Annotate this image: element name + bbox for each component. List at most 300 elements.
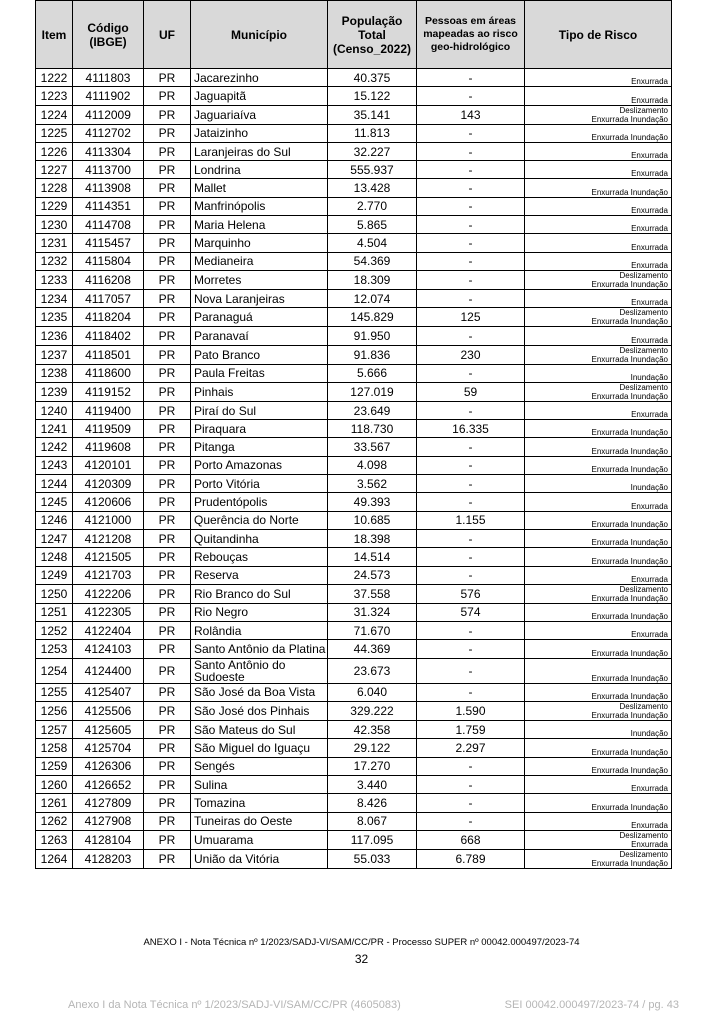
cell-tipo-risco: [525, 849, 672, 868]
header-tipo-risco: Tipo de Risco: [525, 1, 672, 69]
cell-tipo-risco: [525, 548, 672, 566]
cell-tipo-risco: [525, 105, 672, 124]
table-row: [36, 124, 672, 142]
cell-codigo: 4118501: [73, 345, 144, 364]
cell-pessoas: -: [417, 87, 525, 105]
cell-municipio: Tuneiras do Oeste: [191, 812, 328, 830]
table-row: [36, 622, 672, 640]
risk-type-label: Deslizamento: [619, 382, 668, 392]
cell-uf: PR: [144, 438, 191, 456]
cell-codigo: 4114708: [73, 216, 144, 234]
cell-uf: PR: [144, 511, 191, 529]
cell-item: 1222: [36, 69, 73, 87]
table-row: [36, 327, 672, 345]
cell-pessoas: 143: [417, 105, 525, 124]
cell-pessoas: -: [417, 794, 525, 812]
table-row: [36, 849, 672, 868]
cell-item: 1250: [36, 584, 73, 603]
cell-pessoas: -: [417, 327, 525, 345]
cell-uf: PR: [144, 721, 191, 739]
risk-type-label: Enxurrada Inundação: [591, 612, 668, 622]
cell-tipo-risco: [525, 364, 672, 382]
table-row: [36, 739, 672, 757]
risk-type-label: Enxurrada Inundação: [591, 556, 668, 566]
cell-codigo: 4122305: [73, 603, 144, 621]
cell-populacao: 555.937: [328, 161, 417, 179]
cell-tipo-risco: [525, 382, 672, 401]
cell-uf: PR: [144, 124, 191, 142]
cell-uf: PR: [144, 289, 191, 307]
cell-item: 1242: [36, 438, 73, 456]
table-row: [36, 69, 672, 87]
cell-populacao: 91.836: [328, 345, 417, 364]
cell-tipo-risco: [525, 327, 672, 345]
table-row: [36, 420, 672, 438]
cell-uf: PR: [144, 161, 191, 179]
cell-codigo: 4120606: [73, 493, 144, 511]
cell-codigo: 4113700: [73, 161, 144, 179]
cell-municipio: Pato Branco: [191, 345, 328, 364]
cell-item: 1255: [36, 683, 73, 701]
cell-municipio: Rio Negro: [191, 603, 328, 621]
table-row: [36, 105, 672, 124]
cell-item: 1223: [36, 87, 73, 105]
risk-type-label: Enxurrada Inundação: [591, 711, 668, 721]
cell-tipo-risco: [525, 401, 672, 419]
cell-populacao: 54.369: [328, 252, 417, 270]
cell-populacao: 3.562: [328, 475, 417, 493]
cell-populacao: 15.122: [328, 87, 417, 105]
cell-pessoas: 1.590: [417, 702, 525, 721]
cell-municipio: São José da Boa Vista: [191, 683, 328, 701]
table-body: [36, 69, 672, 869]
risk-type-label: Enxurrada: [631, 298, 668, 308]
cell-codigo: 4121000: [73, 511, 144, 529]
cell-pessoas: -: [417, 289, 525, 307]
cell-item: 1230: [36, 216, 73, 234]
cell-municipio: Santo Antônio do Sudoeste: [191, 658, 328, 683]
cell-uf: PR: [144, 69, 191, 87]
table-row: [36, 382, 672, 401]
cell-uf: PR: [144, 775, 191, 793]
cell-item: 1225: [36, 124, 73, 142]
cell-municipio: Prudentópolis: [191, 493, 328, 511]
header-populacao: [328, 1, 417, 69]
cell-uf: PR: [144, 456, 191, 474]
cell-populacao: 3.440: [328, 775, 417, 793]
cell-populacao: 32.227: [328, 142, 417, 160]
cell-tipo-risco: [525, 197, 672, 215]
cell-uf: PR: [144, 308, 191, 327]
cell-tipo-risco: [525, 87, 672, 105]
cell-codigo: 4111902: [73, 87, 144, 105]
cell-item: 1263: [36, 830, 73, 849]
cell-item: 1264: [36, 849, 73, 868]
cell-uf: PR: [144, 584, 191, 603]
page-number: 32: [354, 952, 369, 966]
cell-populacao: 40.375: [328, 69, 417, 87]
cell-municipio: Manfrinópolis: [191, 197, 328, 215]
cell-uf: PR: [144, 702, 191, 721]
cell-item: 1232: [36, 252, 73, 270]
cell-populacao: 35.141: [328, 105, 417, 124]
risk-type-label: Enxurrada Inundação: [591, 279, 668, 289]
table-row: [36, 493, 672, 511]
cell-municipio: Santo Antônio da Platina: [191, 640, 328, 658]
cell-item: 1240: [36, 401, 73, 419]
cell-populacao: 6.040: [328, 683, 417, 701]
cell-pessoas: -: [417, 142, 525, 160]
cell-uf: PR: [144, 622, 191, 640]
table-row: [36, 658, 672, 683]
cell-municipio: Tomazina: [191, 794, 328, 812]
cell-pessoas: -: [417, 234, 525, 252]
sei-document-reference: Anexo I da Nota Técnica nº 1/2023/SADJ-VI/SAM/CC/PR (4605083): [68, 999, 401, 1011]
cell-populacao: 91.950: [328, 327, 417, 345]
risk-type-label: Enxurrada: [631, 242, 668, 252]
risk-type-label: Enxurrada Inundação: [591, 692, 668, 702]
header-item: Item: [36, 1, 73, 69]
cell-populacao: 23.649: [328, 401, 417, 419]
cell-municipio: Marquinho: [191, 234, 328, 252]
cell-populacao: 18.398: [328, 529, 417, 547]
cell-populacao: 17.270: [328, 757, 417, 775]
cell-tipo-risco: [525, 584, 672, 603]
cell-pessoas: -: [417, 401, 525, 419]
cell-codigo: 4121208: [73, 529, 144, 547]
cell-municipio: Mallet: [191, 179, 328, 197]
cell-pessoas: 1.759: [417, 721, 525, 739]
table-row: [36, 511, 672, 529]
table-row: [36, 345, 672, 364]
cell-uf: PR: [144, 270, 191, 289]
cell-item: 1243: [36, 456, 73, 474]
cell-codigo: 4113908: [73, 179, 144, 197]
table-row: [36, 364, 672, 382]
cell-uf: PR: [144, 794, 191, 812]
header-pessoas: [417, 1, 525, 69]
risk-type-label: Enxurrada Inundação: [591, 538, 668, 548]
cell-uf: PR: [144, 216, 191, 234]
cell-item: 1238: [36, 364, 73, 382]
cell-uf: PR: [144, 757, 191, 775]
cell-tipo-risco: [525, 345, 672, 364]
cell-item: 1246: [36, 511, 73, 529]
cell-codigo: 4125704: [73, 739, 144, 757]
cell-municipio: Pitanga: [191, 438, 328, 456]
table-row: [36, 142, 672, 160]
cell-populacao: 2.770: [328, 197, 417, 215]
cell-uf: PR: [144, 812, 191, 830]
cell-uf: PR: [144, 640, 191, 658]
risk-type-label: Inundação: [630, 372, 668, 382]
cell-pessoas: 125: [417, 308, 525, 327]
risk-type-label: Deslizamento: [619, 849, 668, 859]
table-row: [36, 308, 672, 327]
cell-populacao: 8.426: [328, 794, 417, 812]
risk-type-label: Enxurrada Inundação: [591, 648, 668, 658]
risk-type-label: Enxurrada: [631, 169, 668, 179]
cell-uf: PR: [144, 364, 191, 382]
cell-codigo: 4119400: [73, 401, 144, 419]
cell-item: 1241: [36, 420, 73, 438]
cell-codigo: 4121703: [73, 566, 144, 584]
cell-tipo-risco: [525, 702, 672, 721]
cell-tipo-risco: [525, 757, 672, 775]
cell-item: 1229: [36, 197, 73, 215]
cell-tipo-risco: [525, 216, 672, 234]
cell-codigo: 4120101: [73, 456, 144, 474]
cell-item: 1245: [36, 493, 73, 511]
table-row: [36, 640, 672, 658]
cell-populacao: 55.033: [328, 849, 417, 868]
cell-pessoas: -: [417, 812, 525, 830]
cell-item: 1244: [36, 475, 73, 493]
cell-tipo-risco: [525, 234, 672, 252]
cell-populacao: 49.393: [328, 493, 417, 511]
cell-tipo-risco: [525, 161, 672, 179]
cell-codigo: 4118600: [73, 364, 144, 382]
cell-pessoas: 6.789: [417, 849, 525, 868]
cell-tipo-risco: [525, 511, 672, 529]
risk-type-label: Enxurrada Inundação: [591, 391, 668, 401]
header-pessoas-line1: Pessoas em áreas: [424, 15, 517, 27]
cell-tipo-risco: [525, 252, 672, 270]
cell-municipio: Rebouças: [191, 548, 328, 566]
risk-type-label: Enxurrada: [631, 260, 668, 270]
header-pop-line1: População: [341, 13, 403, 28]
cell-tipo-risco: [525, 493, 672, 511]
cell-codigo: 4128104: [73, 830, 144, 849]
cell-item: 1226: [36, 142, 73, 160]
table-row: [36, 775, 672, 793]
cell-municipio: Umuarama: [191, 830, 328, 849]
risk-type-label: Enxurrada Inundação: [591, 187, 668, 197]
cell-tipo-risco: [525, 142, 672, 160]
cell-tipo-risco: [525, 420, 672, 438]
table-row: [36, 584, 672, 603]
risk-type-label: Enxurrada Inundação: [591, 132, 668, 142]
risk-type-label: Enxurrada Inundação: [591, 673, 668, 683]
risk-type-label: Enxurrada Inundação: [591, 354, 668, 364]
cell-item: 1236: [36, 327, 73, 345]
cell-populacao: 13.428: [328, 179, 417, 197]
cell-municipio: Reserva: [191, 566, 328, 584]
header-codigo-line2: (IBGE): [89, 34, 127, 49]
cell-uf: PR: [144, 739, 191, 757]
cell-codigo: 4115457: [73, 234, 144, 252]
cell-municipio: Nova Laranjeiras: [191, 289, 328, 307]
cell-municipio: São José dos Pinhais: [191, 702, 328, 721]
cell-tipo-risco: [525, 640, 672, 658]
cell-item: 1259: [36, 757, 73, 775]
cell-populacao: 23.673: [328, 658, 417, 683]
cell-uf: PR: [144, 327, 191, 345]
cell-municipio: Medianeira: [191, 252, 328, 270]
cell-uf: PR: [144, 658, 191, 683]
risk-type-label: Enxurrada: [631, 77, 668, 87]
risk-type-label: Enxurrada Inundação: [591, 465, 668, 475]
cell-populacao: 33.567: [328, 438, 417, 456]
cell-populacao: 127.019: [328, 382, 417, 401]
cell-municipio: Piraí do Sul: [191, 401, 328, 419]
header-pop-line2: Total: [358, 27, 386, 42]
cell-pessoas: -: [417, 493, 525, 511]
cell-codigo: 4119608: [73, 438, 144, 456]
cell-populacao: 4.098: [328, 456, 417, 474]
table-row: [36, 830, 672, 849]
risk-type-label: Inundação: [630, 483, 668, 493]
cell-populacao: 42.358: [328, 721, 417, 739]
table-row: [36, 721, 672, 739]
cell-populacao: 10.685: [328, 511, 417, 529]
sei-process-page: SEI 00042.000497/2023-74 / pg. 43: [504, 999, 679, 1011]
cell-tipo-risco: [525, 529, 672, 547]
table-row: [36, 566, 672, 584]
cell-uf: PR: [144, 234, 191, 252]
risk-type-label: Enxurrada: [631, 151, 668, 161]
cell-codigo: 4122206: [73, 584, 144, 603]
risk-type-label: Enxurrada: [631, 784, 668, 794]
cell-pessoas: -: [417, 161, 525, 179]
cell-uf: PR: [144, 683, 191, 701]
cell-codigo: 4119509: [73, 420, 144, 438]
cell-tipo-risco: [525, 683, 672, 701]
cell-municipio: Jataizinho: [191, 124, 328, 142]
cell-municipio: Morretes: [191, 270, 328, 289]
cell-populacao: 31.324: [328, 603, 417, 621]
table-header-row: [36, 1, 672, 69]
cell-item: 1234: [36, 289, 73, 307]
cell-pessoas: -: [417, 566, 525, 584]
cell-populacao: 71.670: [328, 622, 417, 640]
cell-codigo: 4118402: [73, 327, 144, 345]
cell-uf: PR: [144, 382, 191, 401]
table-row: [36, 438, 672, 456]
cell-municipio: Jacarezinho: [191, 69, 328, 87]
risk-type-label: Deslizamento: [619, 702, 668, 712]
risk-type-label: Enxurrada Inundação: [591, 428, 668, 438]
cell-pessoas: -: [417, 775, 525, 793]
table-row: [36, 289, 672, 307]
table-row: [36, 548, 672, 566]
risk-type-label: Deslizamento: [619, 105, 668, 115]
cell-pessoas: -: [417, 658, 525, 683]
cell-codigo: 4125506: [73, 702, 144, 721]
cell-pessoas: 576: [417, 584, 525, 603]
cell-tipo-risco: [525, 622, 672, 640]
cell-municipio: Laranjeiras do Sul: [191, 142, 328, 160]
table-row: [36, 179, 672, 197]
cell-pessoas: -: [417, 757, 525, 775]
risk-type-label: Enxurrada: [631, 574, 668, 584]
risk-type-label: Enxurrada Inundação: [591, 765, 668, 775]
cell-tipo-risco: [525, 438, 672, 456]
cell-tipo-risco: [525, 603, 672, 621]
table-row: [36, 161, 672, 179]
cell-codigo: 4127809: [73, 794, 144, 812]
risk-type-label: Enxurrada: [631, 839, 668, 849]
cell-item: 1261: [36, 794, 73, 812]
cell-tipo-risco: [525, 775, 672, 793]
cell-tipo-risco: [525, 812, 672, 830]
cell-pessoas: -: [417, 270, 525, 289]
cell-codigo: 4122404: [73, 622, 144, 640]
table-row: [36, 456, 672, 474]
cell-pessoas: -: [417, 197, 525, 215]
cell-item: 1254: [36, 658, 73, 683]
cell-uf: PR: [144, 401, 191, 419]
cell-uf: PR: [144, 830, 191, 849]
cell-populacao: 11.813: [328, 124, 417, 142]
cell-tipo-risco: [525, 456, 672, 474]
cell-uf: PR: [144, 548, 191, 566]
cell-codigo: 4119152: [73, 382, 144, 401]
cell-codigo: 4115804: [73, 252, 144, 270]
cell-item: 1227: [36, 161, 73, 179]
cell-codigo: 4111803: [73, 69, 144, 87]
cell-pessoas: -: [417, 548, 525, 566]
cell-municipio: Jaguapitã: [191, 87, 328, 105]
risk-table: [35, 0, 672, 869]
cell-pessoas: -: [417, 456, 525, 474]
cell-populacao: 8.067: [328, 812, 417, 830]
cell-pessoas: -: [417, 475, 525, 493]
table-row: [36, 794, 672, 812]
cell-populacao: 118.730: [328, 420, 417, 438]
risk-type-label: Enxurrada: [631, 820, 668, 830]
table-row: [36, 812, 672, 830]
risk-type-label: Deslizamento: [619, 308, 668, 318]
cell-tipo-risco: [525, 794, 672, 812]
cell-item: 1256: [36, 702, 73, 721]
cell-uf: PR: [144, 529, 191, 547]
cell-uf: PR: [144, 566, 191, 584]
cell-item: 1228: [36, 179, 73, 197]
risk-type-label: Enxurrada Inundação: [591, 593, 668, 603]
cell-municipio: Quitandinha: [191, 529, 328, 547]
cell-uf: PR: [144, 142, 191, 160]
cell-item: 1224: [36, 105, 73, 124]
header-pessoas-line2: mapeadas ao risco: [423, 28, 518, 40]
cell-municipio: União da Vitória: [191, 849, 328, 868]
cell-item: 1252: [36, 622, 73, 640]
cell-populacao: 4.504: [328, 234, 417, 252]
cell-pessoas: -: [417, 683, 525, 701]
cell-item: 1248: [36, 548, 73, 566]
cell-item: 1251: [36, 603, 73, 621]
risk-type-label: Deslizamento: [619, 584, 668, 594]
cell-uf: PR: [144, 87, 191, 105]
cell-tipo-risco: [525, 739, 672, 757]
cell-tipo-risco: [525, 721, 672, 739]
cell-municipio: Sulina: [191, 775, 328, 793]
cell-pessoas: 574: [417, 603, 525, 621]
risk-type-label: Enxurrada Inundação: [591, 519, 668, 529]
cell-municipio: Sengés: [191, 757, 328, 775]
cell-pessoas: -: [417, 529, 525, 547]
risk-type-label: Deslizamento: [619, 830, 668, 840]
cell-uf: PR: [144, 420, 191, 438]
header-codigo: [73, 1, 144, 69]
cell-populacao: 18.309: [328, 270, 417, 289]
cell-item: 1253: [36, 640, 73, 658]
cell-tipo-risco: [525, 658, 672, 683]
cell-codigo: 4124400: [73, 658, 144, 683]
cell-municipio: Pinhais: [191, 382, 328, 401]
cell-populacao: 29.122: [328, 739, 417, 757]
cell-uf: PR: [144, 493, 191, 511]
